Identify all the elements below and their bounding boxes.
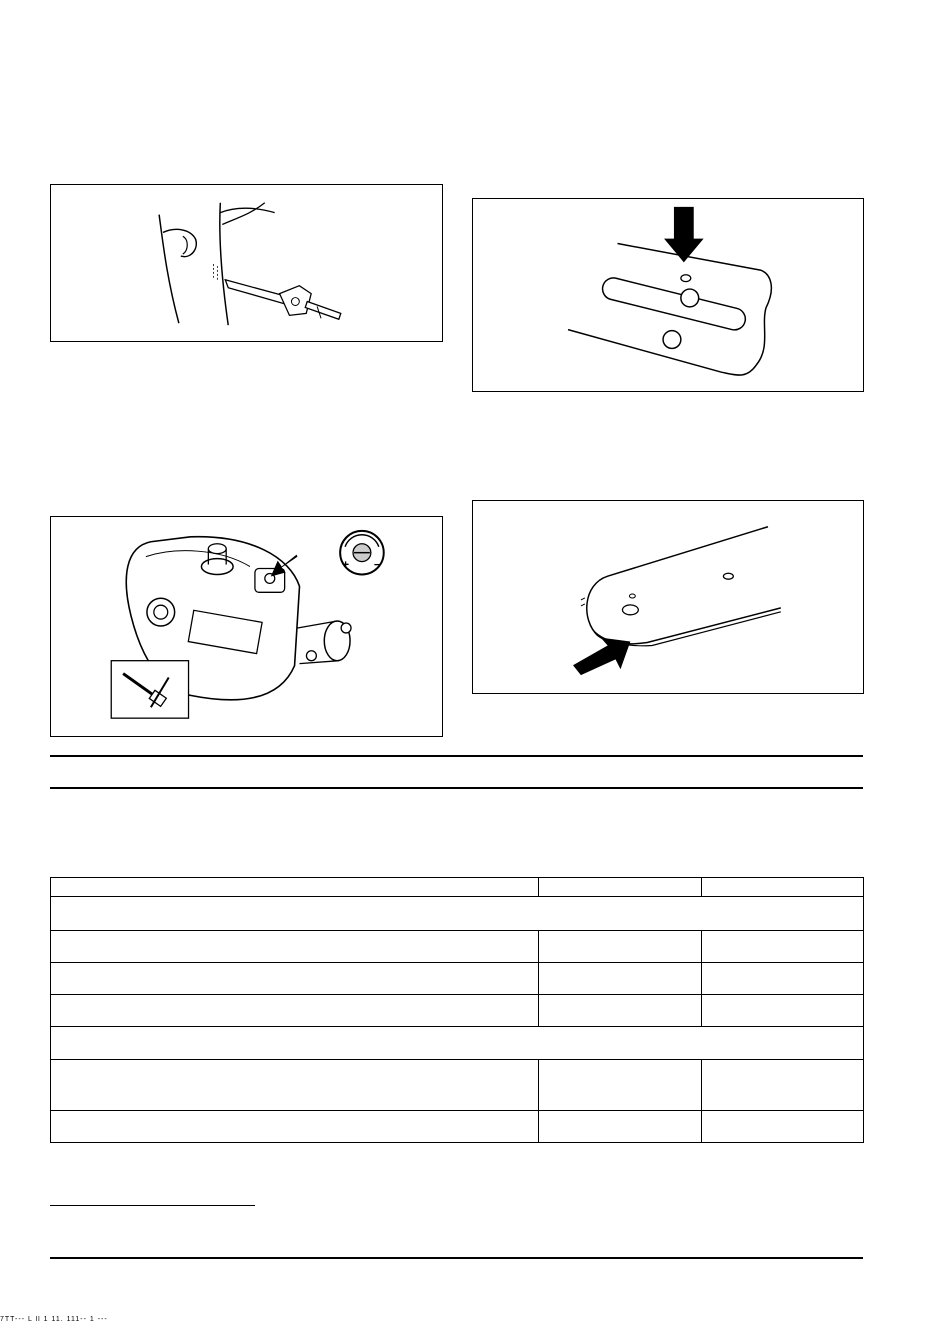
table-cell [702, 963, 864, 995]
table-group-row [51, 1027, 864, 1060]
table-cell [539, 1111, 702, 1143]
table-row [51, 931, 864, 963]
table-cell [539, 995, 702, 1027]
table-cell [702, 995, 864, 1027]
table-row [51, 1111, 864, 1143]
footnote-rule [50, 1205, 255, 1206]
table-cell [702, 931, 864, 963]
pruning-illustration [51, 185, 442, 341]
table-row [51, 995, 864, 1027]
table-cell [51, 1027, 864, 1060]
page-bottom-rule [50, 1257, 863, 1259]
table-cell [51, 1111, 539, 1143]
figure-bar-tip [472, 500, 864, 694]
table-row [51, 1060, 864, 1111]
dial-plus-label: + [342, 557, 350, 572]
table-cell [539, 931, 702, 963]
gearbox-illustration [51, 517, 442, 736]
table-header-row [51, 878, 864, 897]
section-rule-bottom [50, 787, 863, 789]
table-cell [51, 897, 864, 931]
table-cell [51, 878, 539, 897]
table-row [51, 963, 864, 995]
footnote-text [50, 1210, 863, 1250]
adjustment-dial-icon [340, 531, 384, 575]
bar-tip-illustration [473, 501, 863, 693]
combination-wrench-icon [111, 661, 188, 718]
table-cell [539, 1060, 702, 1111]
arrow-up-right-icon [573, 638, 630, 676]
table-cell [702, 878, 864, 897]
figure-oil-hole [472, 198, 864, 392]
table-cell [702, 1060, 864, 1111]
table-cell [51, 963, 539, 995]
table-cell [51, 931, 539, 963]
figure-oil-adjustment [50, 516, 443, 737]
table-cell [702, 1111, 864, 1143]
section-rule-top [50, 755, 863, 757]
bar-illustration [473, 199, 863, 391]
footer-cutoff-text: 7TT--- L ll 1 11. 111-- 1 --- [0, 1316, 108, 1323]
dial-minus-label: − [373, 557, 381, 572]
table-cell [539, 963, 702, 995]
section-title [50, 760, 863, 786]
spec-table [50, 877, 864, 1143]
table-cell [51, 995, 539, 1027]
figure-pruning [50, 184, 443, 342]
table-group-row [51, 897, 864, 931]
table-cell [51, 1060, 539, 1111]
table-cell [539, 878, 702, 897]
